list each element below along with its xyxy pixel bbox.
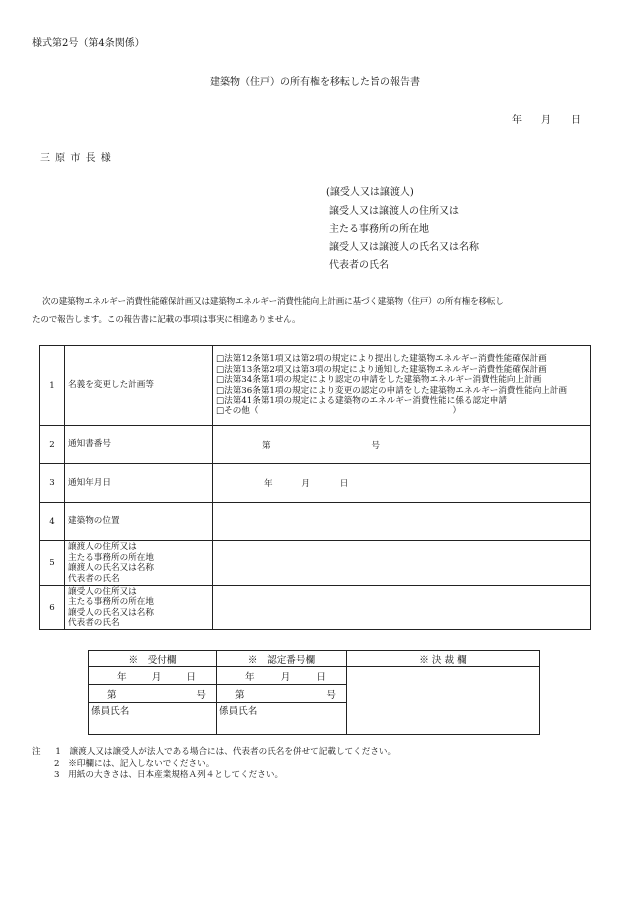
plan-option: □法第41条第1項の規定による建築物のエネルギー消費性能に係る認定申請	[216, 395, 507, 406]
notice-number-cell	[213, 426, 591, 464]
reception-number-prefix: 第	[107, 689, 117, 701]
row-label-line: 主たる事務所の所在地	[68, 552, 154, 563]
reception-date-month: 月	[151, 671, 162, 683]
row-label: 建築物の位置	[65, 503, 213, 541]
note-number: 3	[54, 770, 60, 780]
date-day-label: 日	[571, 115, 581, 126]
notice-date-month: 月	[301, 479, 310, 489]
certification-date-year: 年	[245, 671, 255, 683]
row-number: 3	[40, 464, 65, 503]
reception-number	[89, 685, 217, 703]
note-text: 譲渡人又は譲受人が法人である場合には、代表者の氏名を併せて記載してください。	[69, 747, 397, 757]
applicant-line-3: 譲受人又は譲渡人の氏名又は名称	[329, 242, 479, 253]
note-text: ※印欄には、記入しないでください。	[68, 758, 215, 769]
approval-header: ※ 決 裁 欄	[347, 651, 540, 667]
row-label: 名義を変更した計画等	[65, 346, 213, 426]
plan-option-other	[216, 406, 587, 416]
certification-staff	[217, 703, 347, 735]
certification-number-suffix: 号	[326, 689, 336, 701]
row-label-line: 譲受人の住所又は	[68, 586, 137, 597]
row-number: 1	[40, 346, 65, 426]
certification-staff-label: 係員氏名	[219, 706, 258, 717]
note-item	[32, 747, 396, 759]
table-row	[40, 346, 591, 426]
table-row	[40, 426, 591, 464]
plan-option: □法第36条第1項の規定により変更の認定の申請をした建築物エネルギー消費性能向上計画	[216, 385, 568, 396]
row-number: 2	[40, 426, 65, 464]
row-label-line: 譲受人の氏名又は名称	[68, 607, 154, 618]
form-number: 様式第2号（第4条関係）	[32, 38, 145, 49]
page-title: 建築物（住戸）の所有権を移転した旨の報告書	[210, 77, 420, 88]
table-row	[40, 586, 591, 630]
reception-date	[89, 667, 217, 685]
row-number: 4	[40, 503, 65, 541]
row-label-line: 譲渡人の住所又は	[68, 542, 137, 552]
applicant-line-1: 譲受人又は譲渡人の住所又は	[329, 206, 459, 217]
plan-options	[213, 346, 591, 426]
row-label-line: 代表者の氏名	[68, 573, 120, 584]
plan-option-other-label: □その他（	[216, 406, 259, 417]
certification-number-prefix: 第	[235, 689, 245, 701]
reception-table	[88, 650, 540, 735]
certification-date	[217, 667, 347, 685]
row-label	[65, 541, 213, 586]
transferee-cell	[213, 586, 591, 630]
body-text-line-1: 次の建築物エネルギー消費性能確保計画又は建築物エネルギー消費性能向上計画に基づく建築物（住戸）の所有権を移転し	[42, 297, 504, 307]
date-month-label: 月	[541, 115, 551, 126]
addressee: 三 原 市 長 様	[40, 153, 112, 164]
table-row	[40, 464, 591, 503]
row-label-line: 譲渡人の氏名又は名称	[68, 563, 154, 573]
row-label	[65, 586, 213, 630]
notice-number-suffix: 号	[371, 440, 380, 451]
reception-staff	[89, 703, 217, 735]
table-row	[40, 503, 591, 541]
notice-date-year: 年	[264, 479, 273, 489]
building-location-cell	[213, 503, 591, 541]
note-item	[32, 759, 396, 771]
notice-date-day: 日	[339, 479, 349, 489]
certification-date-day: 日	[316, 671, 326, 683]
plan-option: □法第13条第2項又は第3項の規定により通知した建築物エネルギー消費性能確保計画	[216, 364, 547, 375]
row-number: 5	[40, 541, 65, 586]
notice-number-prefix: 第	[262, 440, 271, 451]
reception-header: ※ 受付欄	[89, 651, 217, 667]
date-year-label: 年	[512, 115, 522, 126]
note-number: 1	[55, 747, 61, 757]
plan-option: □法第34条第1項の規定により認定の申請をした建築物エネルギー消費性能向上計画	[216, 375, 542, 386]
approval-cell	[347, 667, 540, 735]
reception-staff-label: 係員氏名	[91, 706, 130, 717]
notes	[32, 747, 396, 782]
body-text-line-2: たので報告します。この報告書に記載の事項は事実に相違ありません。	[32, 315, 301, 325]
report-table	[39, 345, 591, 630]
table-row	[40, 541, 591, 586]
row-label: 通知年月日	[65, 464, 213, 503]
plan-option: □法第12条第1項又は第2項の規定により提出した建築物エネルギー消費性能確保計画	[216, 354, 547, 365]
certification-number-header: ※ 認定番号欄	[217, 651, 347, 667]
applicant-heading: (譲受人又は譲渡人)	[326, 187, 414, 198]
reception-date-year: 年	[117, 671, 127, 683]
certification-date-month: 月	[280, 671, 291, 683]
note-number: 2	[54, 758, 60, 769]
transferor-cell	[213, 541, 591, 586]
reception-number-suffix: 号	[196, 689, 206, 701]
reception-date-day: 日	[186, 671, 196, 683]
notice-date-cell	[213, 464, 591, 503]
note-text: 用紙の大きさは、日本産業規格Ａ列４としてください。	[68, 770, 284, 780]
row-label: 通知書番号	[65, 426, 213, 464]
applicant-line-2: 主たる事務所の所在地	[329, 224, 429, 235]
row-number: 6	[40, 586, 65, 630]
notes-prefix: 注	[32, 747, 41, 757]
plan-option-other-close: ）	[452, 406, 462, 417]
note-item	[32, 770, 396, 782]
row-label-line: 主たる事務所の所在地	[68, 597, 154, 607]
certification-number	[217, 685, 347, 703]
row-label-line: 代表者の氏名	[68, 618, 120, 628]
applicant-line-4: 代表者の氏名	[329, 260, 389, 271]
